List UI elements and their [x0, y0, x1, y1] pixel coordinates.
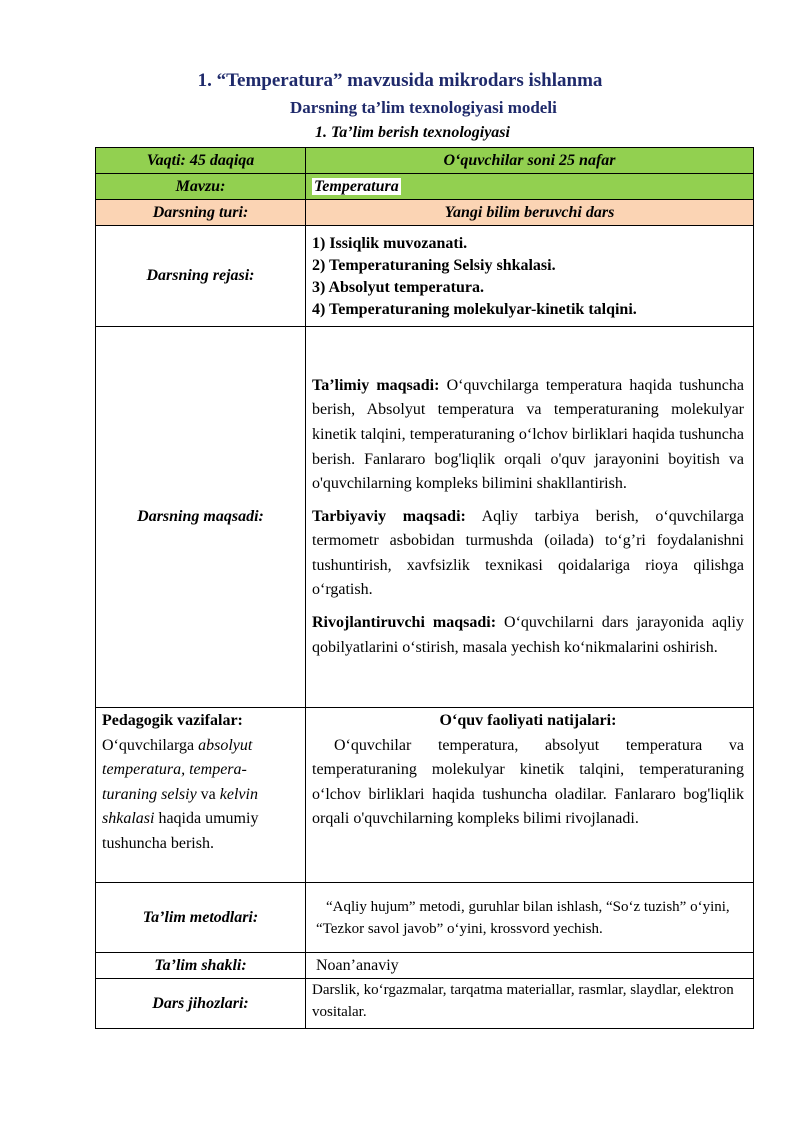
goal-upbringing-label: Tarbiyaviy maqsadi: [312, 507, 466, 525]
plan-row [96, 226, 754, 327]
pedagogical-text-emphasis: absolyut temperatura, tempera-turaning selsiy [102, 736, 253, 803]
topic-label: Mavzu: [96, 174, 306, 200]
pedagogical-text-part: O‘quvchilarga [102, 736, 199, 754]
equipment-value: Darslik, ko‘rgazmalar, tarqatma materiallar, rasmlar, slaydlar, elektron vositalar. [306, 979, 754, 1029]
plan-label: Darsning rejasi: [96, 226, 306, 327]
outcomes-body [312, 734, 744, 832]
methods-cell [306, 883, 754, 953]
form-label: Ta’lim shakli: [96, 953, 306, 979]
lesson-plan-table [95, 147, 754, 1029]
outcomes-label: O‘quv faoliyati natijalari: [439, 712, 617, 729]
pedagogical-tasks-cell [96, 708, 306, 883]
goal-upbringing-text: Aqliy tarbiya berish, o‘quvchilarga termometr asbobidan turmushda (oilada) to‘g’ri foydalanishni tushuntirish, xavfsizlik texnikasi qoidalariga rioya qilishga o‘rgatish. [312, 507, 744, 599]
methods-row [96, 883, 754, 953]
pedagogical-text-part: va [196, 785, 220, 803]
goal-educational-label: Ta’limiy maqsadi: [312, 376, 440, 394]
topic-row [96, 174, 754, 200]
type-row [96, 200, 754, 226]
topic-value-cell [306, 174, 754, 200]
time-row [96, 148, 754, 174]
goal-developmental-text: O‘quvchilarni dars jarayonida aqliy qobilyatlarini o‘stirish, masala yechish ko‘nikmalarini oshirish. [312, 614, 745, 656]
outcomes-text: O‘quvchilar temperatura, absolyut temperatura va temperaturaning molekulyar kinetik talqini, temperaturaning o‘lchov birliklari haqida tushuncha oladilar. Fanlararo bog'liqlik orqali o'quvchilarning kompleks bilimi rivojlanadi. [312, 736, 744, 828]
pedagogical-text-part: haqida umumiy tushuncha berish. [102, 810, 259, 852]
equipment-label: Dars jihozlari: [96, 979, 306, 1029]
time-cell: Vaqti: 45 daqiqa [96, 148, 306, 174]
document-title: 1. “Temperatura” mavzusida mikrodars ishlanma [197, 70, 603, 91]
tasks-row [96, 708, 754, 883]
goal-upbringing [312, 505, 744, 603]
form-value: Noan’anaviy [306, 953, 754, 979]
plan-item: 4) Temperaturaning molekulyar-kinetik talqini. [312, 301, 637, 318]
document-subtitle: Darsning ta’lim texnologiyasi modeli [290, 98, 557, 117]
goals-cell [306, 327, 754, 708]
goal-educational-text: O‘quvchilarga temperatura haqida tushuncha berish, Absolyut temperatura va temperaturaning molekulyar kinetik talqini, temperaturaning o‘lchov birliklari haqida tushuncha berish. Fanlararo bog'liqlik orqali o'quv jarayonini boyitish va o'quvchilarning kompleks bilimini shakllantirish. [312, 376, 744, 493]
topic-value: Temperatura [314, 177, 399, 195]
students-cell: O‘quvchilar soni 25 nafar [306, 148, 754, 174]
type-value: Yangi bilim beruvchi dars [306, 200, 754, 226]
equipment-row [96, 979, 754, 1029]
plan-list [306, 226, 754, 327]
type-label: Darsning turi: [96, 200, 306, 226]
plan-item: 3) Absolyut temperatura. [312, 279, 484, 296]
goals-label: Darsning maqsadi: [96, 327, 306, 708]
methods-label: Ta’lim metodlari: [96, 883, 306, 953]
goal-educational [312, 374, 744, 497]
methods-value: “Aqliy hujum” metodi, guruhlar bilan ishlash, “So‘z tuzish” o‘yini, “Tezkor savol javob” o‘yini, krossvord yechish. [316, 898, 730, 937]
goal-developmental [312, 611, 744, 660]
pedagogical-text-emphasis: kelvin shkalasi [102, 785, 258, 828]
pedagogical-tasks-label: Pedagogik vazifalar: [102, 712, 243, 729]
plan-item: 1) Issiqlik muvozanati. [312, 235, 468, 252]
outcomes-cell [306, 708, 754, 883]
plan-item: 2) Temperaturaning Selsiy shkalasi. [312, 257, 556, 274]
goals-row [96, 327, 754, 708]
goal-developmental-label: Rivojlantiruvchi maqsadi: [312, 614, 497, 632]
section-heading: 1. Ta’lim berish texnologiyasi [315, 124, 510, 141]
form-row [96, 953, 754, 979]
